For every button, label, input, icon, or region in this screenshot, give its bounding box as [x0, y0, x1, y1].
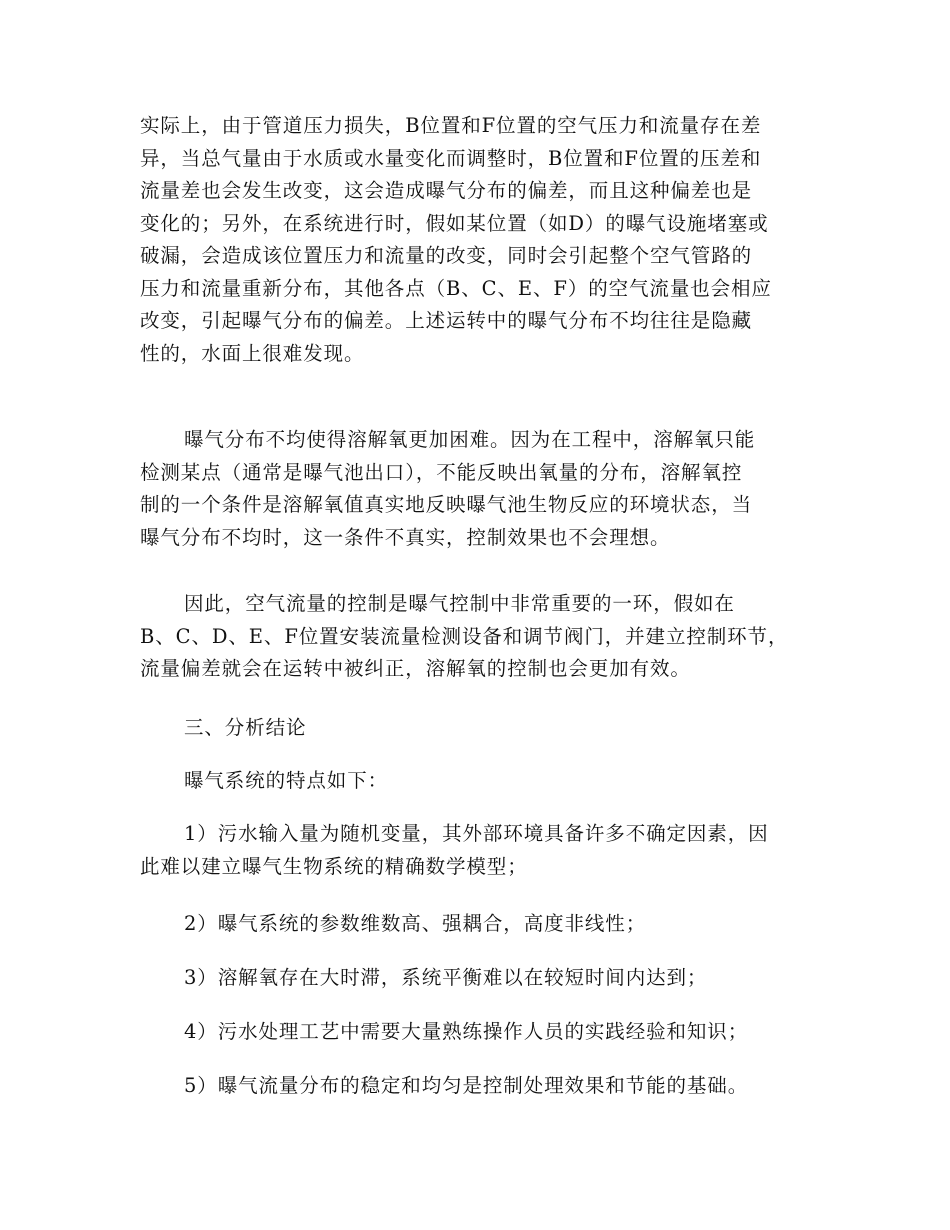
text-line: 1）污水输入量为随机变量，其外部环境具备许多不确定因素，因 — [184, 822, 769, 845]
text-line: 3）溶解氧存在大时滞，系统平衡难以在较短时间内达到； — [184, 966, 708, 989]
list-item — [184, 1070, 824, 1103]
section-heading — [184, 712, 824, 745]
list-item — [140, 818, 808, 883]
text-line: 检测某点（通常是曝气池出口），不能反映出氧量的分布，溶解氧控 — [140, 460, 743, 484]
text-line: 曝气分布不均使得溶解氧更加困难。因为在工程中，溶解氧只能 — [184, 428, 756, 451]
paragraph-uneven-distribution — [140, 424, 808, 554]
text-line: 改变，引起曝气分布的偏差。上述运转中的曝气分布不均往往是隐藏 — [140, 309, 753, 332]
text-line: 流量差也会发生改变，这会造成曝气分布的偏差，而且这种偏差也是 — [140, 179, 753, 202]
text-line: 破漏，会造成该位置压力和流量的改变，同时会引起整个空气管路的 — [140, 244, 753, 267]
text-line: 因此，空气流量的控制是曝气控制中非常重要的一环，假如在 — [184, 592, 735, 615]
text-line: 此难以建立曝气生物系统的精确数学模型； — [140, 854, 528, 878]
text-line: 性的，水面上很难发现。 — [140, 341, 365, 365]
paragraph-intro — [184, 765, 824, 798]
paragraph-pressure-loss — [140, 110, 808, 370]
text-line: B、C、D、E、F位置安装流量检测设备和调节阀门，并建立控制环节， — [140, 624, 789, 648]
paragraph-flow-control — [140, 588, 808, 686]
list-item — [184, 1016, 824, 1049]
text-line: 变化的；另外，在系统进行时，假如某位置（如D）的曝气设施堵塞或 — [140, 211, 769, 235]
text-line: 2）曝气系统的参数维数高、强耦合，高度非线性； — [184, 912, 647, 935]
text-line: 5）曝气流量分布的稳定和均匀是控制处理效果和节能的基础。 — [184, 1074, 749, 1097]
text-line: 曝气分布不均时，这一条件不真实，控制效果也不会理想。 — [140, 525, 671, 549]
list-item — [184, 962, 824, 995]
text-line: 制的一个条件是溶解氧值真实地反映曝气池生物反应的环境状态，当 — [140, 493, 753, 516]
text-line: 流量偏差就会在运转中被纠正，溶解氧的控制也会更加有效。 — [140, 657, 691, 680]
text-line: 4）污水处理工艺中需要大量熟练操作人员的实践经验和知识； — [184, 1020, 749, 1043]
text-line: 实际上，由于管道压力损失，B位置和F位置的空气压力和流量存在差 — [140, 114, 762, 137]
list-item — [184, 908, 824, 941]
text-line: 异，当总气量由于水质或水量变化而调整时，B位置和F位置的压差和 — [140, 146, 762, 170]
text-line: 压力和流量重新分布，其他各点（B、C、E、F）的空气流量也会相应 — [140, 276, 772, 300]
heading-text: 三、分析结论 — [184, 716, 307, 739]
text-line: 曝气系统的特点如下： — [184, 769, 389, 792]
